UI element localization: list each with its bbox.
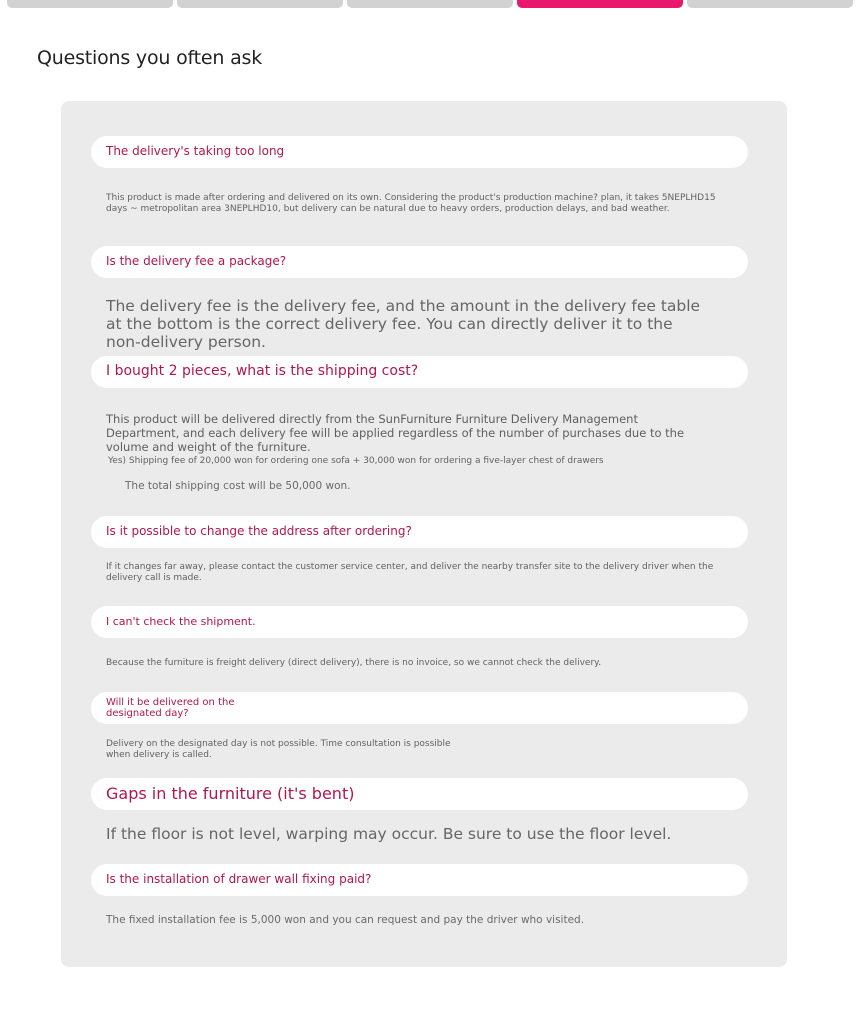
- faq-question-label: I can't check the shipment.: [106, 614, 256, 628]
- faq-question-label: Gaps in the furniture (it's bent): [106, 784, 355, 804]
- faq-question-label: Will it be delivered on the designated day?: [106, 697, 235, 719]
- progress-segment-5[interactable]: [687, 0, 853, 8]
- progress-segment-2[interactable]: [177, 0, 343, 8]
- progress-segment-3[interactable]: [347, 0, 513, 8]
- faq-question-delivery-fee-package[interactable]: [91, 246, 748, 278]
- faq-question-label: Is it possible to change the address after ordering?: [106, 524, 412, 539]
- faq-question-delivery-too-long[interactable]: [91, 136, 748, 168]
- faq-question-check-shipment[interactable]: [91, 606, 748, 638]
- faq-question-label: Is the installation of drawer wall fixing paid?: [106, 872, 372, 887]
- faq-question-designated-day[interactable]: [91, 692, 748, 724]
- faq-question-furniture-gaps[interactable]: [91, 778, 748, 810]
- faq-answer: This product is made after ordering and delivered on its own. Considering the product's production machine? plan, it takes 5NEPLHD15 days ~ metropolitan area 3NEPLHD10, but delivery can be natural due to heavy orders, production delays, and bad weather.: [106, 193, 716, 214]
- faq-answer-example: Yes) Shipping fee of 20,000 won for ordering one sofa + 30,000 won for ordering a five-layer chest of drawers: [108, 456, 604, 466]
- faq-question-drawer-wall-fixing[interactable]: [91, 864, 748, 896]
- faq-answer: The fixed installation fee is 5,000 won and you can request and pay the driver who visited.: [106, 914, 585, 926]
- faq-answer: If it changes far away, please contact the customer service center, and deliver the nearby transfer site to the delivery driver when the delivery call is made.: [106, 562, 714, 583]
- faq-question-two-pieces-shipping[interactable]: [91, 356, 748, 388]
- faq-answer: If the floor is not level, warping may occur. Be sure to use the floor level.: [106, 825, 672, 843]
- faq-question-change-address[interactable]: [91, 516, 748, 548]
- faq-answer: Because the furniture is freight delivery (direct delivery), there is no invoice, so we cannot check the delivery.: [106, 658, 602, 668]
- progress-segment-1[interactable]: [7, 0, 173, 8]
- faq-answer-total: The total shipping cost will be 50,000 won.: [125, 480, 351, 492]
- progress-segment-4-active[interactable]: [517, 0, 683, 8]
- faq-answer: Delivery on the designated day is not possible. Time consultation is possible when delivery is called.: [106, 739, 451, 760]
- faq-question-label: The delivery's taking too long: [106, 144, 285, 159]
- faq-question-label: I bought 2 pieces, what is the shipping cost?: [106, 363, 419, 380]
- faq-answer: This product will be delivered directly from the SunFurniture Furniture Delivery Management Department, and each delivery fee will be applied regardless of the number of purchases due to the volume and weight of the furniture.: [106, 412, 685, 454]
- faq-answer: The delivery fee is the delivery fee, and the amount in the delivery fee table at the bottom is the correct delivery fee. You can directly deliver it to the non-delivery person.: [106, 297, 701, 351]
- page-title: Questions you often ask: [37, 47, 263, 69]
- faq-question-label: Is the delivery fee a package?: [106, 254, 287, 269]
